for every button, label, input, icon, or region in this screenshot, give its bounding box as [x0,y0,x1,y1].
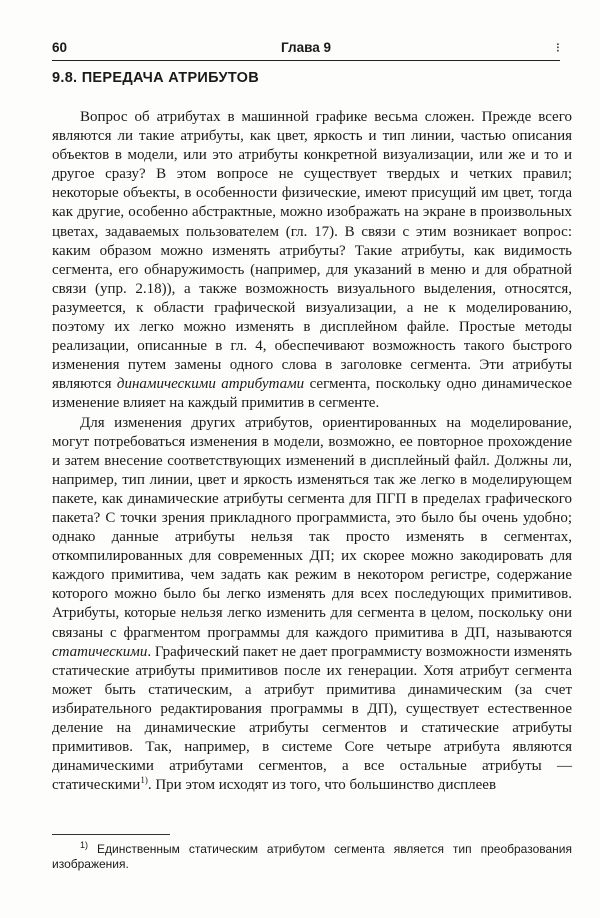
paragraph-2-text: Для изменения других атрибутов, ориентированных на моделирование, могут потребоваться изменения в модели, возможно, ее повторное прохождение и затем внесение соответствующих изменений в дисплейный файл. Должны ли, например, тип линии, цвет и яркость изменяться так же легко в моделирующем пакете, как динамические атрибуты сегмента для ПГП в пределах графического пакета? С точки зрения прикладного программиста, это было бы очень удобно; однако данные атрибуты нельзя так просто изменять в сегментах, откомпилированных для современных ДП; их скорее можно закодировать для каждого примитива, чем задать как режим в некотором регистре, содержание которого можно было бы легко изменять для всех последующих примитивов. Атрибуты, которые нельзя легко изменить для сегмента в целом, поскольку они связаны с фрагментом программы для каждого примитива в ДП, называются [52,414,572,641]
footnote-rule [52,834,170,835]
paragraph-2-text-mid: . Графический пакет не дает программисту возможности изменять статические атрибуты примитивов после их генерации. Хотя атрибут сегмента может быть статическим, а атрибут примитива динамическим (за счет избирательного редактирования программы в ДП), существует естественное деление на динамические атрибуты сегментов и статические атрибуты примитивов. Так, например, в системе Core четыре атрибута являются динамическими атрибутами сегментов, а все остальные атрибуты — статическими [52,643,572,794]
paragraph-1-text-end: сегмента, поскольку одно динамическое изменение влияет на каждый примитив в сегменте. [52,376,572,412]
page-number: 60 [52,40,68,55]
paragraph-2-text-end: . При этом исходят из того, что большинство дисплеев [147,777,497,794]
paragraph-1-text: Вопрос об атрибутах в машинной графике весьма сложен. Прежде всего являются ли такие атрибуты, как цвет, яркость и тип линии, частью описания объектов в модели, или это атрибуты конкретной визуализации, или же и то и другое сразу? В этом вопросе не существует твердых и четких правил; некоторые объекты, в особенности физические, имеют присущий им цвет, тогда как другие, особенно абстрактные, можно изображать на экране в произвольных цветах, задаваемых пользователем (гл. 17). В связи с этим возникает вопрос: каким образом можно изменять атрибуты? Такие атрибуты, как видимость сегмента, его обнаружимость (например, для указаний в меню и для обратной связи (упр. 2.18)), а также возможность визуального выделения, относятся, разумеется, к области графической визуализации, а не к моделированию, поэтому их легко можно изменять в дисплейном файле. Простые методы реализации, описанные в гл. 4, обеспечивают возможность такого быстрого изменения путем замены одного слова в заголовке сегмента. Эти атрибуты являются [52,109,572,393]
section-title: 9.8. ПЕРЕДАЧА АТРИБУТОВ [52,70,259,86]
footnote-reference: 1) [140,775,148,786]
body-text [52,108,572,795]
paragraph-1-emphasis: динамическими атрибутами [116,376,305,393]
running-header [52,40,560,62]
footnote-marker: 1) [80,840,89,850]
header-rule [52,60,560,61]
paragraph-2 [52,414,572,796]
footnote-text: Единственным статическим атрибутом сегмента является тип преобразования изображения. [52,842,572,871]
paragraph-2-emphasis: статическими [52,643,148,660]
footnote [52,842,572,872]
paragraph-1 [52,108,572,414]
margin-mark-icon: ⁝ [555,40,560,55]
chapter-label: Глава 9 [281,40,331,55]
